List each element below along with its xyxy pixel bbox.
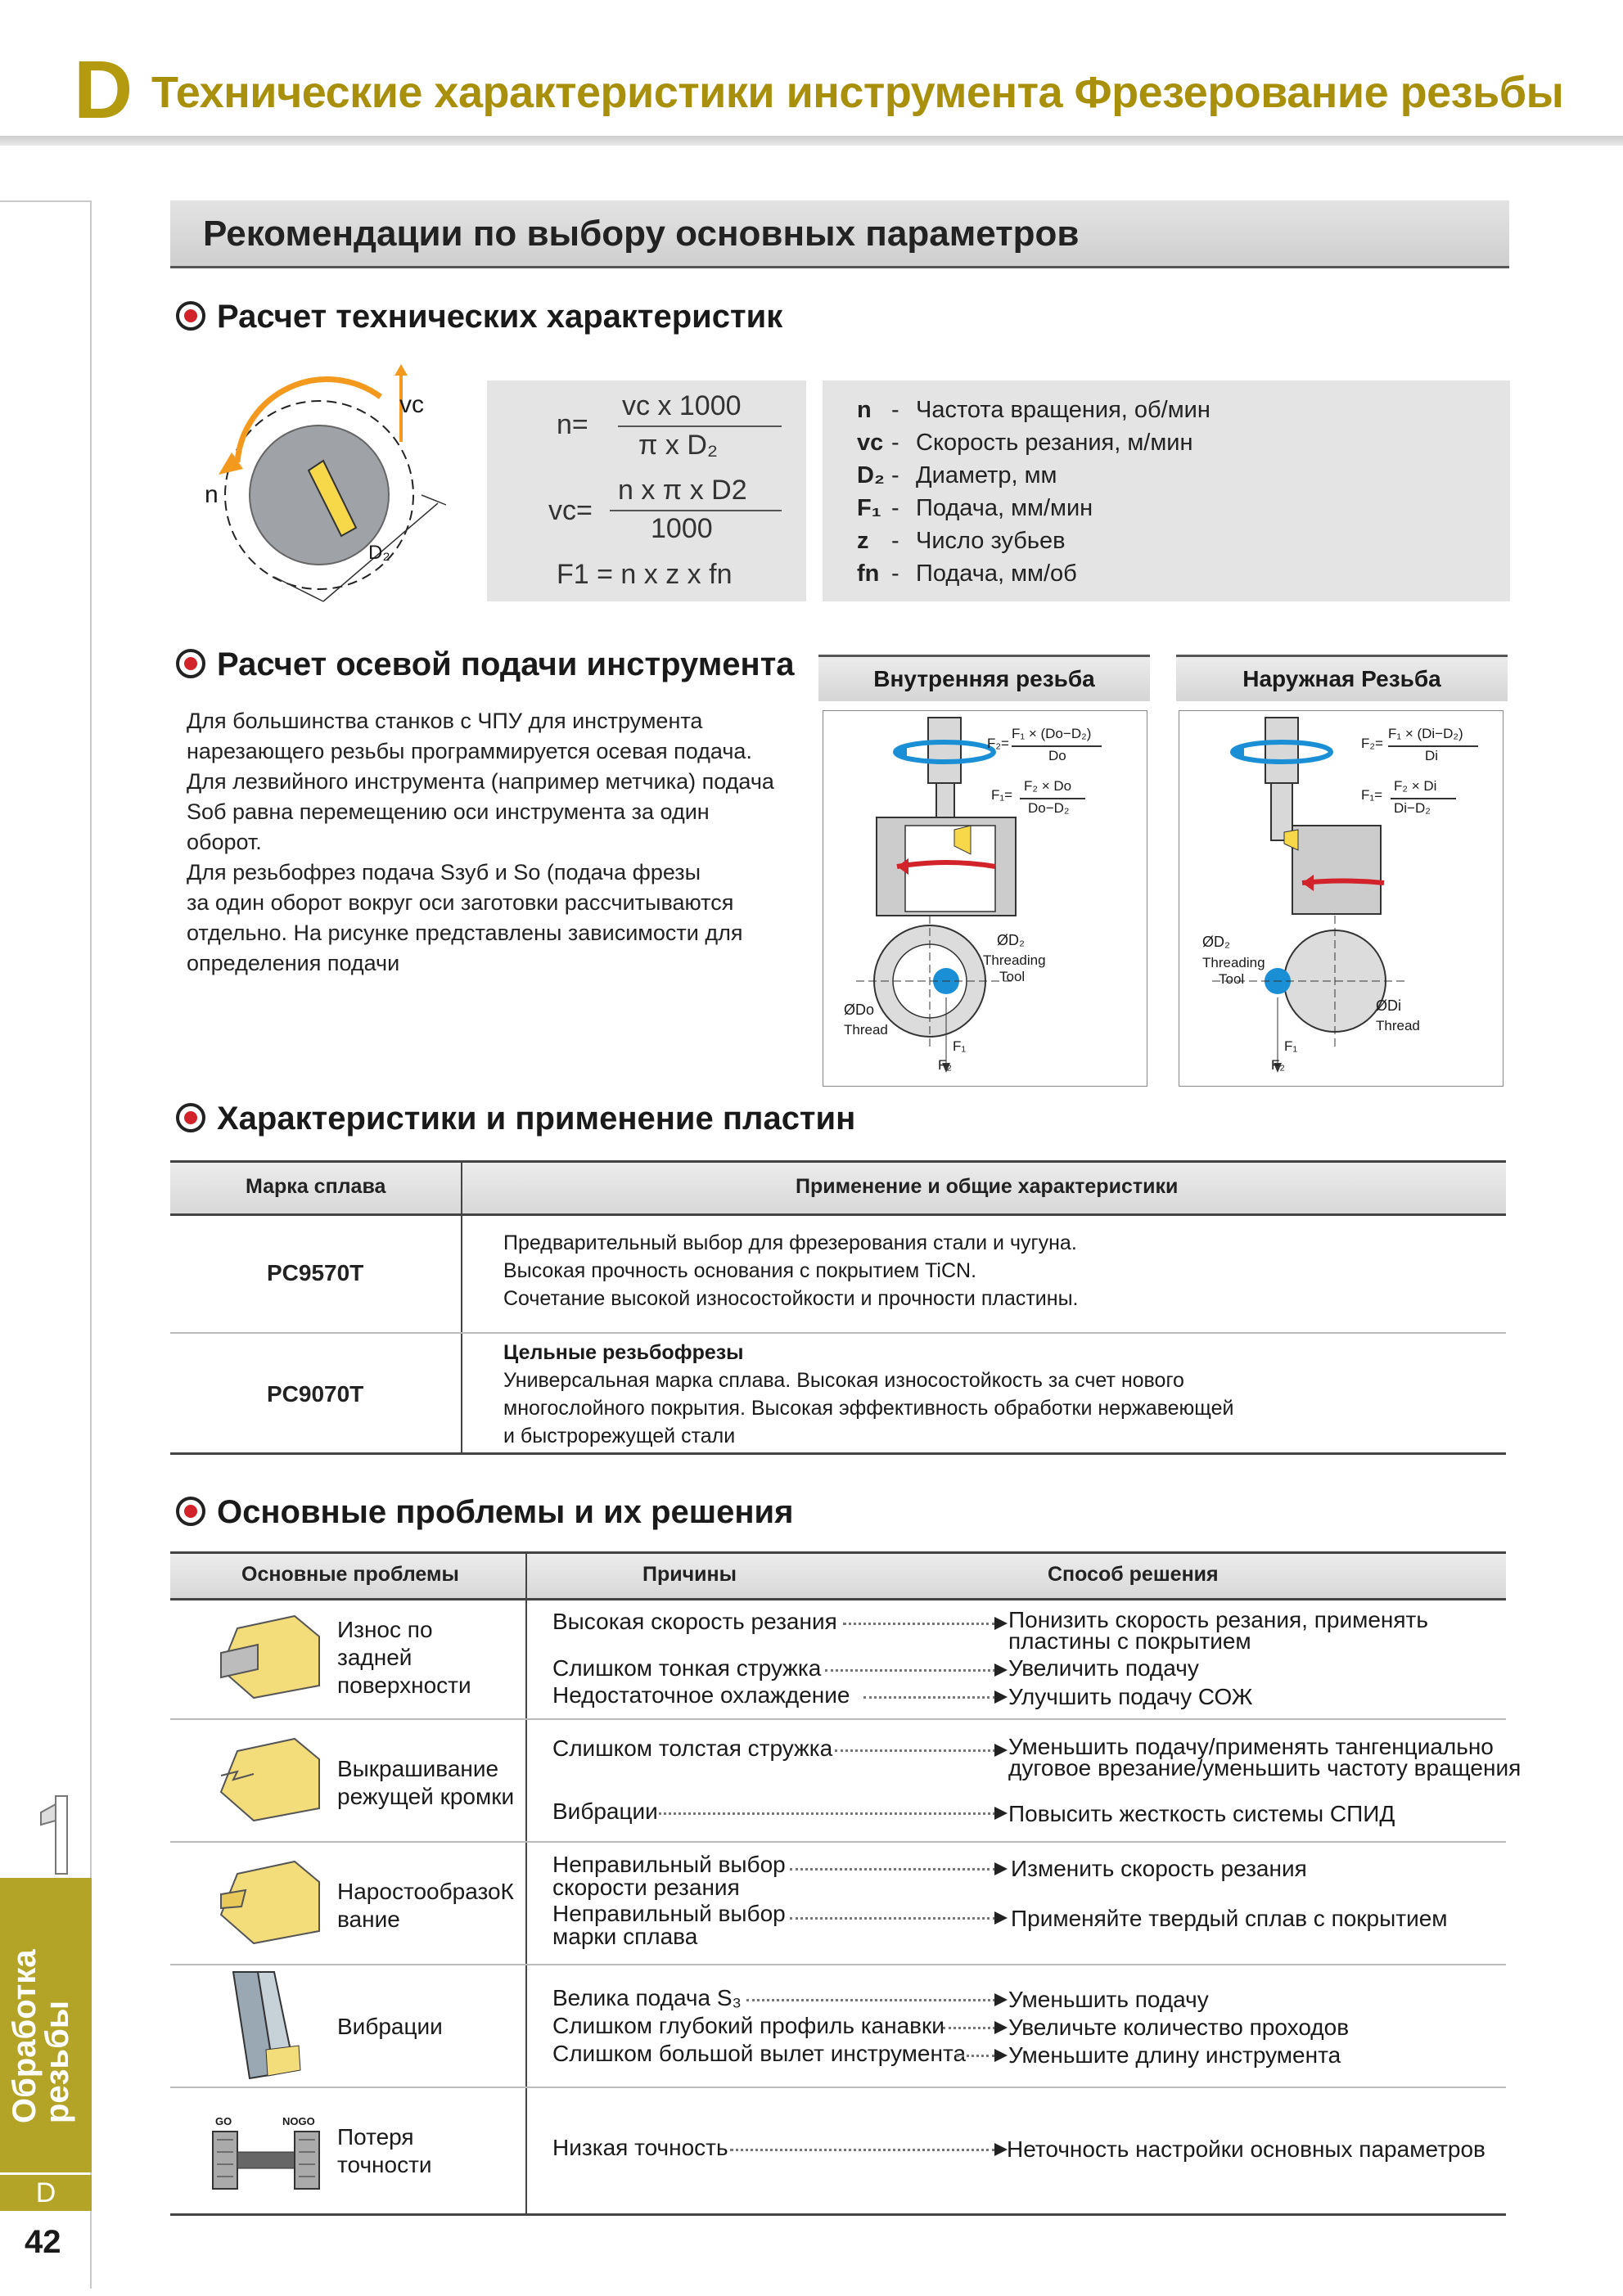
n-formula-lhs: n= bbox=[557, 409, 588, 440]
cause-label: Слишком большой вылет инструмента bbox=[552, 2041, 967, 2066]
f1-formula: F1 = n x z x fn bbox=[557, 559, 733, 590]
thread-mill-icon bbox=[225, 1968, 307, 2082]
problem-col-header: Основные проблемы bbox=[241, 1563, 459, 1586]
insert-chipping-icon bbox=[205, 1735, 327, 1825]
bullet-icon bbox=[176, 1103, 205, 1132]
cause-label: Высокая скорость резания bbox=[552, 1609, 837, 1634]
arrow-icon bbox=[994, 1862, 1008, 1875]
grade-name: PC9570T bbox=[267, 1260, 364, 1285]
cause-label: Неправильный выбор скорости резания bbox=[552, 1852, 786, 1900]
vc-label: vc bbox=[399, 391, 424, 418]
sec1-heading: Расчет технических характеристик bbox=[176, 299, 782, 335]
n-formula-den: π x D₂ bbox=[638, 430, 719, 461]
bullet-icon bbox=[176, 649, 205, 678]
legend-row: z - Число зубьев bbox=[857, 528, 1066, 554]
external-thread-diagram: F₁ × (Di−D₂) Di F₂= F₂ × Di Di−D₂ F₁= ØD₂ Threading Tool ØDi Thread F₁ F₂ bbox=[1179, 710, 1504, 1087]
solution-col-header: Способ решения bbox=[1048, 1563, 1219, 1586]
cause-label: Низкая точность bbox=[552, 2135, 728, 2160]
cause-label: Велика подача S₃ bbox=[552, 1985, 742, 2010]
thread-gauge-icon bbox=[209, 2127, 323, 2193]
grade-description: Цельные резьбофрезы Универсальная марка сплава. Высокая износостойкость за счет нового многослойного покрытия. Высокая эффективность обработки нержавеющей и быстрорежущей стали bbox=[503, 1341, 1234, 1447]
legend-row: F₁ - Подача, мм/мин bbox=[857, 495, 1093, 521]
cause-label: Недостаточное охлаждение bbox=[552, 1682, 850, 1708]
side-tab bbox=[0, 1878, 92, 2172]
bullet-icon bbox=[176, 301, 205, 331]
arrow-icon bbox=[994, 2049, 1008, 2062]
solution-label: Улучшить подачу СОЖ bbox=[1008, 1684, 1253, 1709]
external-thread-header: Наружная Резьба bbox=[1176, 655, 1508, 701]
solution-label: Уменьшите длину инструмента bbox=[1008, 2042, 1341, 2068]
legend-row: n - Частота вращения, об/мин bbox=[857, 397, 1210, 423]
legend-row: fn - Подача, мм/об bbox=[857, 560, 1077, 587]
legend-row: D₂ - Диаметр, мм bbox=[857, 462, 1057, 488]
side-tab-line1: Обработка bbox=[7, 1949, 43, 2123]
problem-label: Вибрации bbox=[337, 2014, 443, 2039]
arrow-icon bbox=[994, 2143, 1008, 2156]
section-banner-title: Рекомендации по выбору основных параметров bbox=[203, 214, 1080, 254]
application-col-header: Применение и общие характеристики bbox=[796, 1175, 1179, 1198]
solution-label: Применяйте твердый сплав с покрытием bbox=[1011, 1906, 1448, 1931]
solution-label: Увеличить подачу bbox=[1008, 1655, 1199, 1681]
sec3-heading: Характеристики и применение пластин bbox=[176, 1101, 855, 1137]
n-label: n bbox=[205, 481, 219, 508]
feed-description: Для большинства станков с ЧПУ для инструмента нарезающего резьбы программируется осевая подача. Для лезвийного инструмента (например метчика) подача Sоб равна перемещению оси инструмента за один оборот. Для резьбофрез подача Sзуб и So (подача фрезы за один оборот вокруг оси заготовки рассчитываются отдельно. На рисунке представлены зависимости для определения подачи bbox=[187, 709, 774, 975]
bullet-icon bbox=[176, 1497, 205, 1526]
boring-bar-icon bbox=[23, 1788, 80, 1878]
arrow-icon bbox=[994, 2021, 1008, 2034]
gauge-nogo-label: NOGO bbox=[282, 2115, 315, 2127]
arrow-icon bbox=[994, 1911, 1008, 1925]
grade-name: PC9070T bbox=[267, 1381, 364, 1407]
internal-thread-diagram: F₁ × (Do−D₂) Do F₂= F₂ × Do Do−D₂ F₁= ØD₂ Threading Tool ØDo Thread F₁ F₂ bbox=[823, 710, 1147, 1087]
solution-label: Понизить скорость резания, применять пластины с покрытием bbox=[1008, 1607, 1428, 1654]
page-number: 42 bbox=[25, 2224, 61, 2260]
solution-label: Уменьшить подачу/применять тангенциально дуговое врезание/уменьшить частоту вращения bbox=[1008, 1734, 1522, 1781]
arrow-icon bbox=[994, 1744, 1008, 1757]
solution-label: Неточность настройки основных параметров bbox=[1007, 2136, 1485, 2162]
grade-col-header: Марка сплава bbox=[246, 1175, 386, 1198]
legend-box bbox=[823, 380, 1510, 601]
legend-row: vc - Скорость резания, м/мин bbox=[857, 430, 1193, 456]
insert-buildup-icon bbox=[205, 1857, 327, 1947]
cause-label: Слишком глубокий профиль канавки bbox=[552, 2013, 944, 2038]
section-banner bbox=[170, 200, 1509, 268]
arrow-icon bbox=[994, 1690, 1008, 1704]
side-tab-letter: D bbox=[0, 2175, 92, 2211]
d2-label: D₂ bbox=[368, 542, 390, 564]
problem-label: Износ по задней поверхности bbox=[337, 1617, 471, 1698]
n-formula-num: vc x 1000 bbox=[622, 390, 742, 421]
cause-label: Слишком тонкая стружка bbox=[552, 1655, 822, 1681]
arrow-icon bbox=[994, 1807, 1008, 1820]
vc-formula-lhs: vc= bbox=[548, 495, 593, 526]
sec2-heading: Расчет осевой подачи инструмента bbox=[176, 646, 795, 683]
solution-label: Уменьшить подачу bbox=[1008, 1987, 1209, 2012]
side-tab-line2: резьбы bbox=[39, 2000, 75, 2123]
gauge-go-label: GO bbox=[215, 2115, 232, 2127]
grade-description: Предварительный выбор для фрезерования стали и чугуна. Высокая прочность основания с покрытием TiCN. Сочетание высокой износостойкости и прочности пластины. bbox=[503, 1231, 1079, 1310]
arrow-icon bbox=[994, 1663, 1008, 1677]
vc-formula-den: 1000 bbox=[651, 513, 713, 544]
problem-label: НаростообразоК вание bbox=[337, 1879, 514, 1932]
cause-col-header: Причины bbox=[642, 1563, 737, 1586]
arrow-icon bbox=[994, 1617, 1008, 1630]
problem-label: Потеря точности bbox=[337, 2124, 432, 2177]
solution-label: Увеличьте количество проходов bbox=[1008, 2015, 1350, 2040]
header-rule bbox=[0, 136, 1623, 146]
solution-label: Повысить жесткость системы СПИД bbox=[1008, 1801, 1395, 1826]
insert-wear-icon bbox=[205, 1612, 327, 1702]
problem-label: Выкрашивание режущей кромки bbox=[337, 1756, 515, 1809]
internal-thread-header: Внутренняя резьба bbox=[818, 655, 1150, 701]
vc-formula-num: n x π x D2 bbox=[618, 475, 747, 506]
formula-box bbox=[487, 380, 806, 601]
cause-label: Неправильный выбор марки сплава bbox=[552, 1901, 786, 1949]
chapter-letter: D bbox=[74, 44, 133, 136]
sec4-heading: Основные проблемы и их решения bbox=[176, 1494, 793, 1531]
page-title: Технические характеристики инструмента Фрезерование резьбы bbox=[151, 68, 1564, 117]
solution-label: Изменить скорость резания bbox=[1011, 1856, 1307, 1881]
cause-label: Слишком толстая стружка bbox=[552, 1736, 833, 1761]
cause-label: Вибрации bbox=[552, 1799, 658, 1824]
arrow-icon bbox=[994, 1993, 1008, 2006]
